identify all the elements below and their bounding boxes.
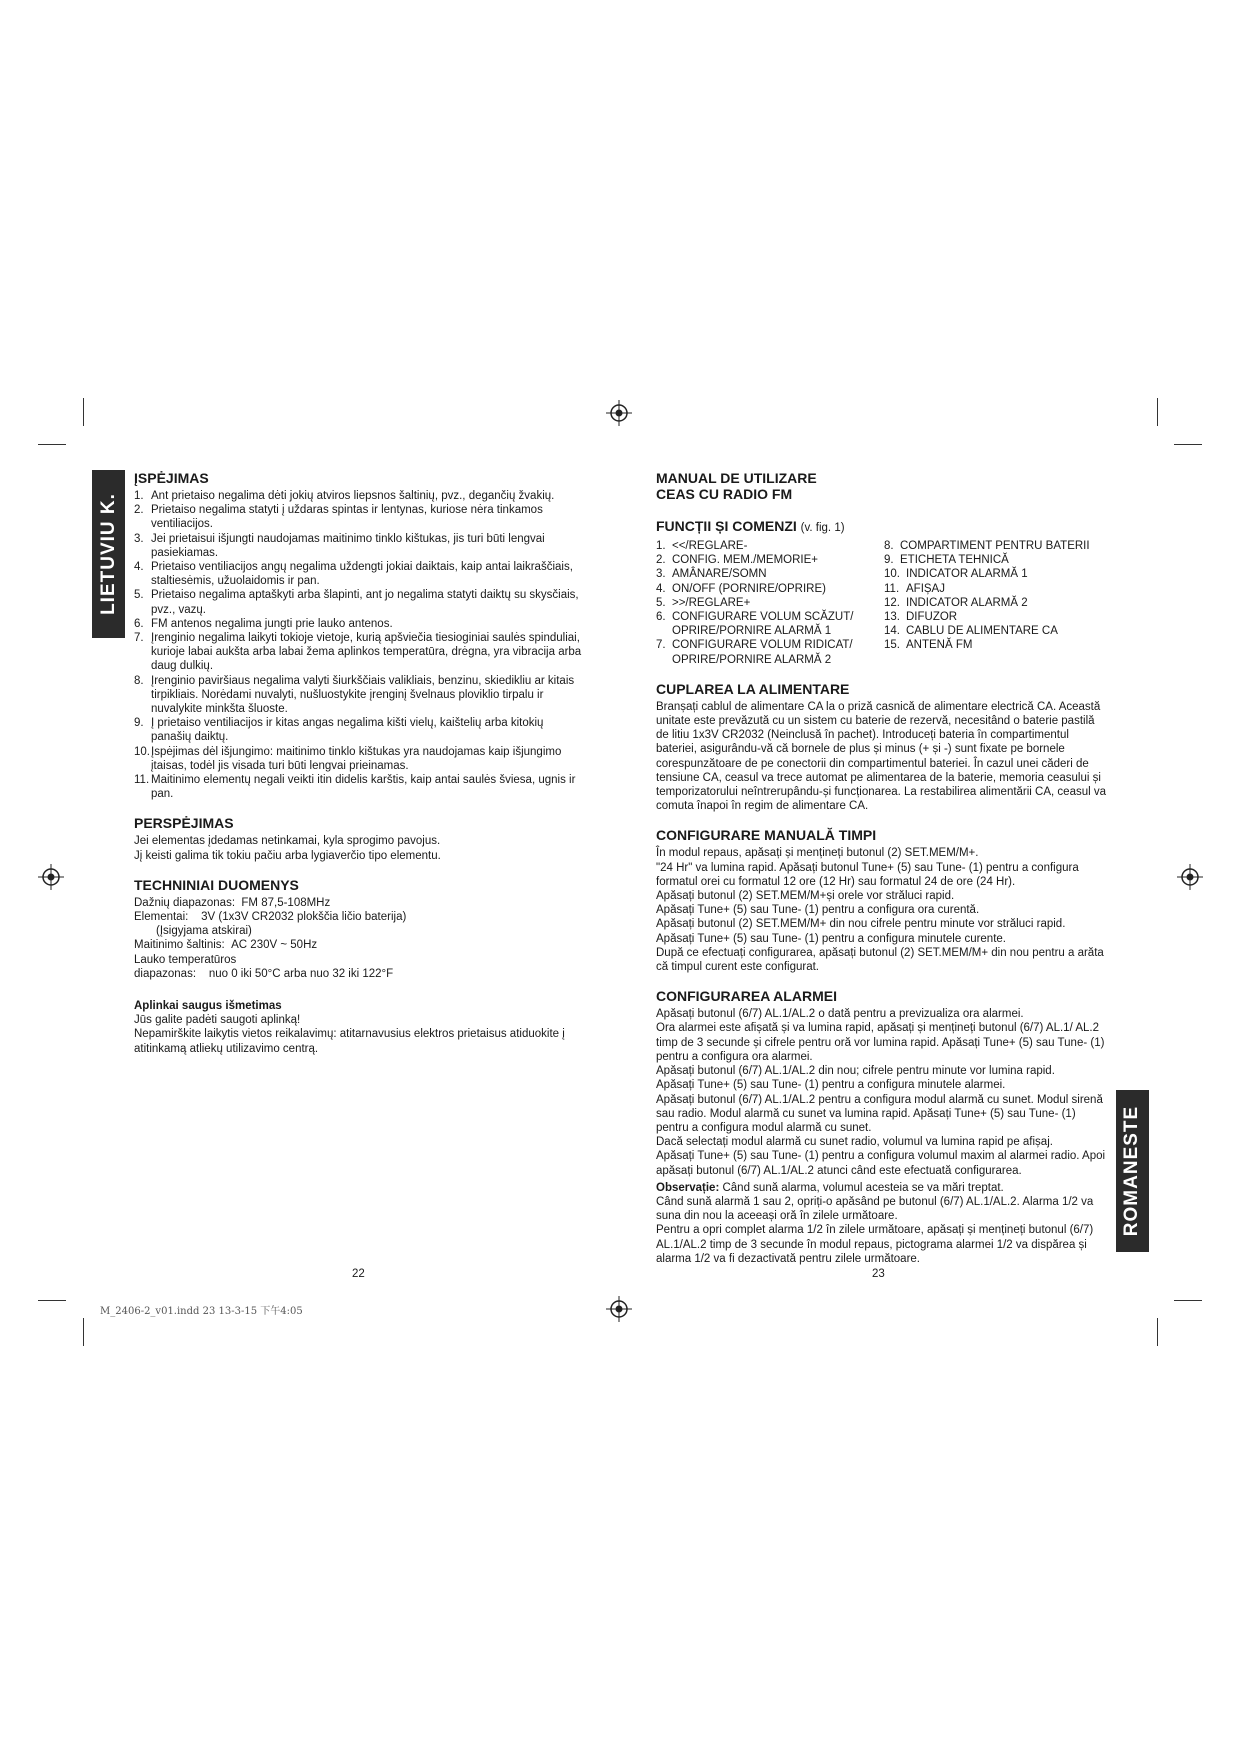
instruction-line: În modul repaus, apăsați și mențineți butonul (2) SET.MEM/M+. bbox=[656, 847, 979, 860]
function-item bbox=[884, 567, 1094, 581]
alarm-extra-instructions bbox=[656, 1195, 1106, 1266]
env-line: Nepamirškite laikytis vietos reikalavimų: atitarnavusius elektros prietaisus atiduokite į atitinkamą atliekų utilizavimo centrą. bbox=[134, 1028, 565, 1055]
item-number: 3. bbox=[656, 568, 666, 581]
spec-value: 3V (1x3V CR2032 plokščia ličio baterija) bbox=[201, 911, 407, 924]
alarm-note bbox=[656, 1181, 1106, 1195]
item-text: Ant prietaiso negalima dėti jokių atviros liepsnos šaltinių, pvz., degančių žvakių. bbox=[151, 490, 555, 502]
instruction-line: Apăsați Tune+ (5) sau Tune- (1) pentru a configura volumul maxim al alarmei radio. Apoi apăsați butonul (6/7) AL.1/AL.2 atunci când este efectuată configurarea. bbox=[656, 1150, 1106, 1177]
item-number: 10. bbox=[884, 568, 900, 581]
instruction-line: Apăsați Tune+ (5) sau Tune- (1) pentru a configura minutele alarmei. bbox=[656, 1079, 1006, 1092]
function-item bbox=[884, 596, 1094, 610]
instruction-line: Apăsați Tune+ (5) sau Tune- (1) pentru a configura minutele curente. bbox=[656, 932, 1006, 945]
language-tab-romanian bbox=[1116, 1090, 1149, 1252]
item-number: 11. bbox=[134, 774, 150, 787]
spec-cell-note: (Įsigyjama atskirai) bbox=[156, 925, 252, 938]
function-item bbox=[884, 638, 1094, 652]
manual-title-block bbox=[656, 470, 1106, 502]
time-instructions bbox=[656, 846, 1106, 974]
instruction-line: Dacă selectați modul alarmă cu sunet radio, volumul va lumina rapid pe afișaj. bbox=[656, 1136, 1053, 1149]
item-text: CABLU DE ALIMENTARE CA bbox=[906, 625, 1058, 638]
item-number: 8. bbox=[884, 540, 894, 552]
crop-mark bbox=[1174, 1300, 1202, 1301]
function-item bbox=[884, 553, 1094, 567]
section-title: ĮSPĖJIMAS bbox=[134, 470, 209, 486]
page-number: 22 bbox=[352, 1268, 365, 1280]
function-item bbox=[884, 610, 1094, 624]
item-number: 14. bbox=[884, 625, 900, 638]
functions-left-list bbox=[656, 539, 884, 667]
functions-right-list bbox=[884, 539, 1094, 667]
spec-label: Elementai: bbox=[134, 911, 189, 924]
instruction-line: După ce efectuați configurarea, apăsați butonul (2) SET.MEM/M+ din nou pentru a arăta că timpul curent este configurat. bbox=[656, 946, 1104, 974]
item-number: 4. bbox=[134, 561, 144, 574]
item-number: 7. bbox=[656, 639, 666, 652]
warning-item bbox=[134, 503, 582, 531]
print-slug: M_2406-2_v01.indd 23 13-3-15 下午4:05 bbox=[100, 1306, 303, 1317]
instruction-line: "24 Hr" va lumina rapid. Apăsați butonul Tune+ (5) sau Tune- (1) pentru a configura formatul orei cu formatul 12 ore (12 Hr) sau formatul 24 de ore (24 Hr). bbox=[656, 861, 1079, 888]
spec-label: diapazonas: bbox=[134, 967, 197, 980]
instruction-line: Apăsați butonul (2) SET.MEM/M+ din nou cifrele pentru minute vor străluci rapid. bbox=[656, 918, 1066, 931]
function-item bbox=[884, 624, 1094, 638]
item-number: 8. bbox=[134, 674, 144, 687]
spec-label: Maitinimo šaltinis: bbox=[134, 939, 225, 952]
warning-item bbox=[134, 716, 582, 744]
tab-label: ROMANESTE bbox=[1121, 1105, 1143, 1237]
item-number: 7. bbox=[134, 632, 144, 645]
item-text: Įrenginio paviršiaus negalima valyti šiurkščiais valikliais, benzinu, skiedikliu ar kitais tirpikliais. Norėdami nuvalyti, nušluostykite įrenginį švelnaus ploviklio tirpalu ir nuvalykite minkšta šluoste. bbox=[151, 674, 575, 716]
item-text: <</REGLARE- bbox=[672, 540, 748, 552]
spec-temp-label: Lauko temperatūros bbox=[134, 953, 237, 966]
registration-mark-icon bbox=[1177, 864, 1203, 890]
functions-section bbox=[656, 518, 1106, 667]
item-text: ON/OFF (PORNIRE/OPRIRE) bbox=[672, 582, 826, 595]
instruction-line: Apăsați butonul (6/7) AL.1/AL.2 din nou; cifrele pentru minute vor lumina rapid. bbox=[656, 1065, 1055, 1078]
item-text: Įrenginio negalima laikyti tokioje vietoje, kurią apšviečia tiesioginiai saulės spinduliai, kurioje labai aukšta arba labai žema aplinkos temperatūra, drėgna, yra vibracija arba daug dulkių. bbox=[151, 632, 582, 673]
section-title bbox=[656, 518, 1106, 536]
item-number: 3. bbox=[134, 532, 144, 545]
function-item bbox=[656, 582, 884, 596]
item-number: 5. bbox=[656, 596, 666, 609]
instruction-line: Apăsați butonul (6/7) AL.1/AL.2 o dată pentru a previzualiza ora alarmei. bbox=[656, 1008, 1024, 1021]
language-tab-lithuanian bbox=[92, 470, 125, 638]
section-title-text: FUNCȚII ȘI COMENZI bbox=[656, 518, 797, 534]
manual-subtitle: CEAS CU RADIO FM bbox=[656, 486, 793, 502]
item-text: ANTENĂ FM bbox=[906, 639, 973, 652]
alarm-section bbox=[656, 988, 1106, 1266]
section-title: CONFIGURARE MANUALĂ TIMPI bbox=[656, 827, 877, 844]
item-number: 9. bbox=[884, 554, 894, 567]
item-text: Prietaiso negalima statyti į uždaras spintas ir lentynas, kuriose nėra tinkamos ventiliacijos. bbox=[151, 504, 543, 531]
warning-item bbox=[134, 773, 582, 801]
item-number: 6. bbox=[134, 617, 144, 630]
spec-value: AC 230V ~ 50Hz bbox=[231, 939, 318, 952]
item-text: INDICATOR ALARMĂ 2 bbox=[906, 596, 1028, 609]
warning-list bbox=[134, 489, 582, 801]
warning-item bbox=[134, 588, 582, 616]
registration-mark-icon bbox=[606, 1296, 632, 1322]
left-page-column bbox=[134, 470, 582, 1070]
item-number: 12. bbox=[884, 596, 900, 609]
instruction-line: Pentru a opri complet alarma 1/2 în zilele următoare, apăsați și mențineți butonul (6/7) AL.1/AL.2 timp de 3 secunde în modul repaus, pictograma alarmei 1/2 va dispărea și alarma 1/2 va fi dezactivată pentru zilele următoare. bbox=[656, 1224, 1094, 1265]
item-text: Prietaiso negalima aptaškyti arba šlapinti, ant jo negalima statyti daiktų su skysčiais, pvz., vazų. bbox=[151, 589, 579, 616]
item-number: 1. bbox=[656, 540, 666, 552]
right-page-column bbox=[656, 470, 1106, 1280]
spec-frequency bbox=[134, 896, 582, 910]
spec-temp bbox=[134, 967, 582, 981]
item-number: 15. bbox=[884, 639, 900, 652]
item-text: Prietaiso ventiliacijos angų negalima uždengti jokiai daiktais, kaip antai laikraščiais, staltiesėmis, užuolaidomis ir pan. bbox=[151, 561, 573, 588]
function-item bbox=[656, 539, 884, 553]
spec-label: Dažnių diapazonas: bbox=[134, 896, 236, 909]
item-text: DIFUZOR bbox=[906, 611, 958, 624]
warning-item bbox=[134, 745, 582, 773]
item-text: INDICATOR ALARMĂ 1 bbox=[906, 568, 1028, 581]
caution-line: Jei elementas įdedamas netinkamai, kyla sprogimo pavojus. bbox=[134, 835, 441, 848]
warning-item bbox=[134, 532, 582, 560]
item-text: AFIȘAJ bbox=[906, 582, 945, 595]
section-title: CONFIGURAREA ALARMEI bbox=[656, 988, 837, 1005]
section-title: CUPLAREA LA ALIMENTARE bbox=[656, 680, 850, 697]
registration-mark-icon bbox=[38, 864, 64, 890]
item-text: ETICHETA TEHNICĂ bbox=[900, 554, 1009, 567]
item-number: 6. bbox=[656, 611, 666, 624]
env-line: Jūs galite padėti saugoti aplinką! bbox=[134, 1014, 301, 1027]
section-title: Aplinkai saugus išmetimas bbox=[134, 1000, 282, 1013]
tab-label: LIETUVIU K. bbox=[97, 493, 119, 615]
spec-value: nuo 0 iki 50°C arba nuo 32 iki 122°F bbox=[208, 967, 394, 980]
spec-power bbox=[134, 938, 582, 952]
function-item bbox=[884, 539, 1094, 553]
item-number: 2. bbox=[134, 504, 144, 517]
item-text: CONFIG. MEM./MEMORIE+ bbox=[672, 554, 818, 567]
crop-mark bbox=[38, 1300, 66, 1301]
item-number: 2. bbox=[656, 554, 666, 567]
instruction-line: Ora alarmei este afișată și va lumina rapid, apăsați și mențineți butonul (6/7) AL.1/ AL.2 timp de 3 secunde și cifrele pentru oră vor lumina rapid. Apăsați Tune+ (5) sau Tune- (1) pentru a configura ora alarmei. bbox=[656, 1022, 1105, 1063]
item-text: Jei prietaisui išjungti naudojamas maitinimo tinklo kištukas, jis turi būti lengvai pasiekiamas. bbox=[151, 532, 545, 559]
item-text: Maitinimo elementų negali veikti itin didelis karštis, kaip antai saulės šviesa, ugnis ir pan. bbox=[151, 774, 576, 801]
figure-reference: (v. fig. 1) bbox=[800, 522, 845, 534]
function-item bbox=[656, 553, 884, 567]
item-text: COMPARTIMENT PENTRU BATERII bbox=[900, 540, 1090, 552]
item-text: Į prietaiso ventiliacijos ir kitas angas negalima kišti vielų, kaištelių arba kitokių panašių daiktų. bbox=[151, 717, 544, 744]
item-number: 4. bbox=[656, 582, 666, 595]
function-item bbox=[656, 610, 884, 638]
instruction-line: Apăsați butonul (6/7) AL.1/AL.2 pentru a configura modul alarmă cu sunet. Modul sirenă sau radio. Modul alarmă cu sunet va lumina rapid. Apăsați Tune+ (5) sau Tune- (1) pentru a configura modul alarmă cu sunet. bbox=[656, 1093, 1103, 1134]
manual-title: MANUAL DE UTILIZARE bbox=[656, 470, 817, 486]
page-number: 23 bbox=[872, 1268, 885, 1280]
crop-mark bbox=[1157, 1318, 1158, 1346]
spec-cell bbox=[134, 910, 582, 924]
item-text: Įspėjimas dėl išjungimo: maitinimo tinklo kištukas yra naudojamas kaip išjungimo įtaisas, todėl jis visada turi būti lengvai prieinamas. bbox=[151, 745, 562, 772]
item-text: CONFIGURARE VOLUM SCĂZUT/ OPRIRE/PORNIRE ALARMĂ 1 bbox=[672, 611, 854, 638]
time-section bbox=[656, 827, 1106, 974]
power-section bbox=[656, 681, 1106, 814]
warning-item bbox=[134, 489, 582, 503]
section-title: TECHNINIAI DUOMENYS bbox=[134, 876, 299, 893]
crop-mark bbox=[38, 444, 66, 445]
item-number: 5. bbox=[134, 589, 144, 602]
section-title: PERSPĖJIMAS bbox=[134, 815, 234, 832]
item-number: 1. bbox=[134, 490, 144, 502]
item-text: FM antenos negalima jungti prie lauko antenos. bbox=[151, 617, 393, 630]
alarm-instructions bbox=[656, 1007, 1106, 1177]
note-text: Când sună alarma, volumul acesteia se va mări treptat. bbox=[722, 1181, 1004, 1194]
power-text: Branșați cablul de alimentare CA la o priză casnică de alimentare electrică CA. Această unitate este prevăzută cu un sistem cu baterie de rezervă, necesitând o baterie pastilă de litiu 1x3V CR2032 (Neinclusă în pachet). Introduceți bateria în compartimentul bateriei, asigurându-vă că bornele de plus și minus (+ și -) sunt fixate pe bornele corespunzătoare de pe conectorii din compartimentul bateriei. În cazul unei căderi de tensiune CA, ceasul va trece automat pe alimentarea de la baterie, memoria ceasului și temporizatorului neîntrerupându-și funcționarea. La restabilirea alimentării CA, ceasul va comuta înapoi în regim de alimentare CA. bbox=[656, 700, 1107, 813]
function-item bbox=[884, 582, 1094, 596]
function-item bbox=[656, 596, 884, 610]
item-text: CONFIGURARE VOLUM RIDICAT/ OPRIRE/PORNIRE ALARMĂ 2 bbox=[672, 639, 853, 666]
warning-item bbox=[134, 631, 582, 674]
crop-mark bbox=[83, 1318, 84, 1346]
item-text: >>/REGLARE+ bbox=[672, 596, 751, 609]
item-number: 11. bbox=[884, 582, 900, 595]
registration-mark-icon bbox=[606, 400, 632, 426]
instruction-line: Apăsați butonul (2) SET.MEM/M+și orele vor străluci rapid. bbox=[656, 890, 955, 903]
item-number: 10. bbox=[134, 745, 150, 758]
crop-mark bbox=[1157, 398, 1158, 426]
functions-grid bbox=[656, 539, 1106, 667]
item-number: 13. bbox=[884, 611, 900, 624]
instruction-line: Când sună alarmă 1 sau 2, opriți-o apăsând pe butonul (6/7) AL.1/AL.2. Alarma 1/2 va suna din nou la aceeași oră în zilele următoare. bbox=[656, 1195, 1094, 1223]
note-label: Observație: bbox=[656, 1181, 720, 1194]
caution-section bbox=[134, 815, 582, 862]
environment-section bbox=[134, 999, 582, 1056]
specs-section bbox=[134, 877, 582, 981]
warning-section bbox=[134, 470, 582, 801]
instruction-line: Apăsați Tune+ (5) sau Tune- (1) pentru a configura ora curentă. bbox=[656, 904, 980, 917]
crop-mark bbox=[1174, 444, 1202, 445]
function-item bbox=[656, 567, 884, 581]
crop-mark bbox=[83, 398, 84, 426]
caution-line: Jį keisti galima tik tokiu pačiu arba lygiaverčio tipo elementu. bbox=[134, 849, 441, 862]
warning-item bbox=[134, 617, 582, 631]
warning-item bbox=[134, 560, 582, 588]
warning-item bbox=[134, 674, 582, 717]
function-item bbox=[656, 638, 884, 666]
spec-value: FM 87,5-108MHz bbox=[241, 896, 331, 909]
item-number: 9. bbox=[134, 717, 144, 730]
item-text: AMÂNARE/SOMN bbox=[672, 568, 767, 581]
